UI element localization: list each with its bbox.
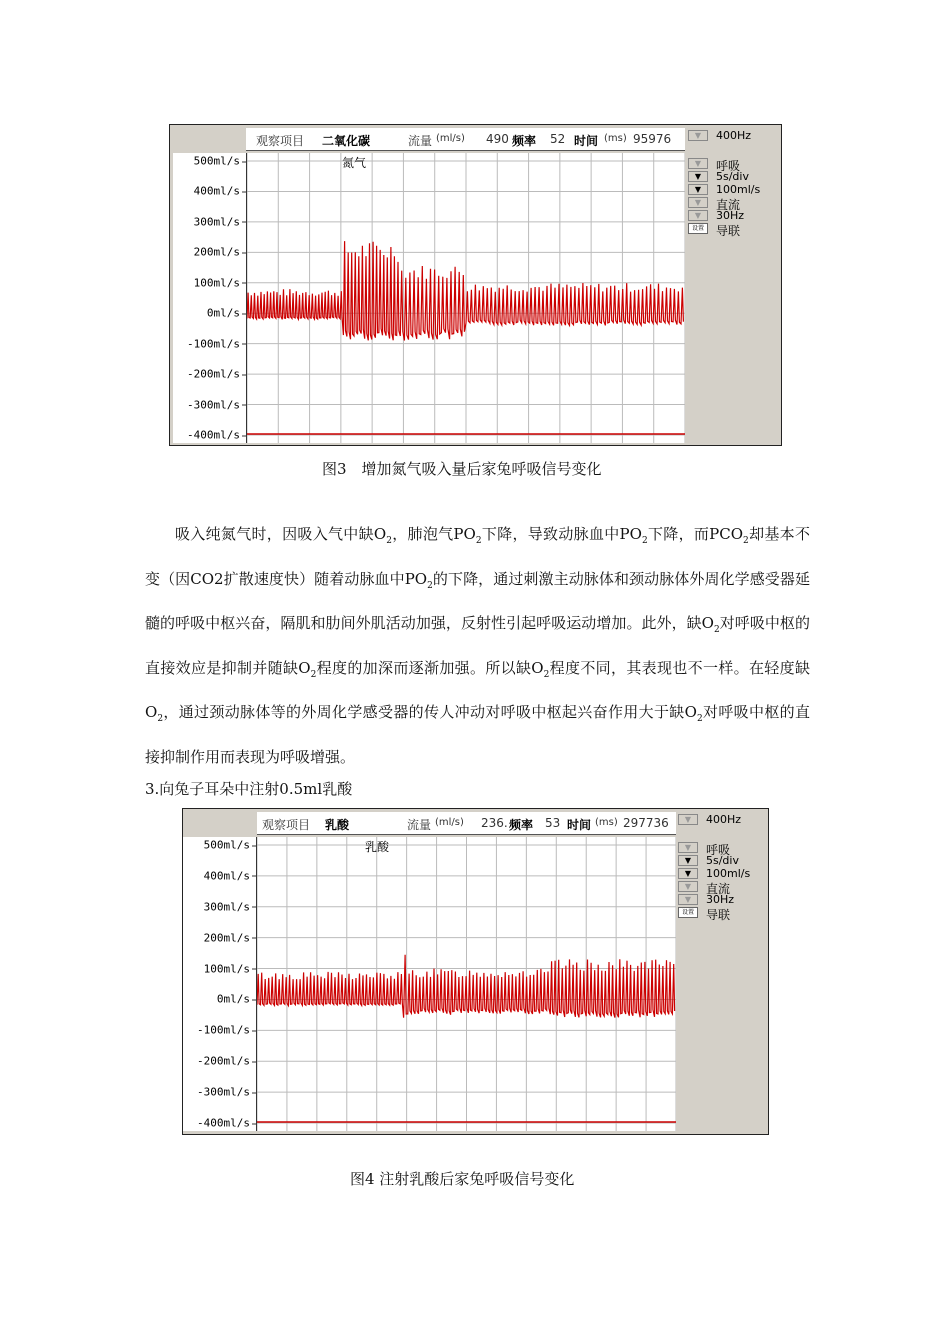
y-tick-label: 400ml/s: [193, 184, 240, 198]
dropdown-arrow-icon[interactable]: ▼: [678, 881, 698, 892]
figure4-marker: 乳酸: [365, 840, 390, 854]
dropdown-arrow-icon[interactable]: ▼: [688, 171, 708, 182]
time-label: 时间: [567, 818, 592, 832]
dropdown-arrow-icon[interactable]: ▼: [688, 197, 708, 208]
dropdown-arrow-icon[interactable]: ▼: [678, 814, 698, 825]
y-tick-label: -200ml/s: [197, 1054, 250, 1068]
flow-label: 流量: [407, 818, 432, 832]
y-tick-label: 0ml/s: [216, 992, 250, 1006]
flow-unit: (ml/s): [436, 133, 465, 144]
dropdown-arrow-icon[interactable]: ▼: [678, 855, 698, 866]
time-unit: (ms): [604, 133, 627, 144]
item-value: 乳酸: [325, 818, 350, 832]
y-tick-label: -300ml/s: [197, 1085, 250, 1099]
freq-value: 52: [550, 132, 566, 146]
lead-button[interactable]: 设置: [688, 223, 708, 234]
dropdown-arrow-icon[interactable]: ▼: [688, 130, 708, 141]
flow-value: 490: [486, 132, 509, 146]
figure4-caption: 图4 注射乳酸后家兔呼吸信号变化: [350, 1170, 575, 1188]
flow-label: 流量: [408, 134, 433, 148]
figure3-screen: [169, 124, 782, 446]
figure4-side-panel: ▼ 400Hz ▼ 呼吸 ▼ 5s/div ▼ 100ml/s ▼ 直流 ▼ 30Hz 设置 导联: [678, 813, 766, 933]
section-heading: 3.向兔子耳朵中注射0.5ml乳酸: [145, 780, 353, 798]
figure3-side-panel: ▼ 400Hz ▼ 呼吸 ▼ 5s/div ▼ 100ml/s ▼ 直流 ▼ 30Hz 设置 导联: [688, 129, 778, 249]
respiration-series: [247, 241, 683, 340]
figure4-plot: [257, 837, 676, 1131]
y-tick-label: -300ml/s: [187, 398, 240, 412]
figure3-marker: 氮气: [342, 156, 367, 170]
lead-button[interactable]: 设置: [678, 907, 698, 918]
flow-value: 236.: [481, 816, 508, 830]
dropdown-arrow-icon[interactable]: ▼: [678, 894, 698, 905]
y-tick-label: 300ml/s: [193, 215, 240, 229]
dropdown-arrow-icon[interactable]: ▼: [678, 842, 698, 853]
paragraph-text: 吸入纯氮气时，因吸入气中缺$O_2$，肺泡气$PO_2$下降，导致动脉血中$PO_2$下降，而$PCO_2$却基本不变（因CO2扩散速度快）随着动脉血中$PO_2$的下降，通过刺激主动脉体和颈动脉体外周化学感受器延髓的呼吸中枢兴奋，隔肌和肋间外肌活动加强，反射性引起呼吸运动增加。此外，缺$O_2$对呼吸中枢的直接效应是抑制并随缺$O_2$程度的加深而逐渐加强。所以缺$O_2$程度不同，其表现也不一样。在轻度缺$O_2$，通过颈动脉体等的外周化学感受器的传人冲动对呼吸中枢起兴奋作用大于缺$O_2$对呼吸中枢的直接抑制作用而表现为呼吸增强。: [145, 525, 810, 766]
respiration-series: [257, 955, 675, 1018]
item-label: 观察项目: [256, 134, 305, 148]
figure3-y-axis: [173, 153, 247, 443]
y-tick-label: -100ml/s: [187, 337, 240, 351]
figure3-caption: 图3 增加氮气吸入量后家兔呼吸信号变化: [322, 460, 602, 478]
figure3-plot: [247, 153, 685, 443]
y-tick-label: 100ml/s: [193, 276, 240, 290]
y-tick-label: -400ml/s: [197, 1116, 250, 1130]
y-tick-label: -200ml/s: [187, 367, 240, 381]
y-tick-label: 200ml/s: [193, 245, 240, 259]
y-tick-label: -400ml/s: [187, 428, 240, 442]
y-tick-label: 500ml/s: [193, 154, 240, 168]
time-label: 时间: [574, 134, 599, 148]
body-paragraph: [145, 516, 810, 776]
y-tick-label: 100ml/s: [203, 962, 250, 976]
figure4-screen: [182, 808, 769, 1135]
y-tick-label: 400ml/s: [203, 869, 250, 883]
y-tick-label: 500ml/s: [203, 838, 250, 852]
figure4-waveform: [257, 837, 676, 1131]
freq-label: 频率: [512, 134, 537, 148]
time-value: 95976: [633, 132, 672, 146]
item-value: 二氧化碳: [322, 134, 371, 148]
y-tick-label: -100ml/s: [197, 1023, 250, 1037]
flow-unit: (ml/s): [435, 817, 464, 828]
dropdown-arrow-icon[interactable]: ▼: [688, 158, 708, 169]
item-label: 观察项目: [262, 818, 311, 832]
freq-value: 53: [545, 816, 561, 830]
time-unit: (ms): [595, 817, 618, 828]
dropdown-arrow-icon[interactable]: ▼: [678, 868, 698, 879]
freq-label: 频率: [509, 818, 534, 832]
figure4-y-axis: [183, 837, 257, 1131]
figure4-header: [257, 812, 676, 835]
figure3-waveform: [247, 153, 685, 443]
y-tick-label: 0ml/s: [206, 306, 240, 320]
y-tick-label: 300ml/s: [203, 900, 250, 914]
y-tick-label: 200ml/s: [203, 931, 250, 945]
dropdown-arrow-icon[interactable]: ▼: [688, 210, 708, 221]
time-value: 297736: [623, 816, 669, 830]
figure3-header: [246, 128, 685, 151]
dropdown-arrow-icon[interactable]: ▼: [688, 184, 708, 195]
